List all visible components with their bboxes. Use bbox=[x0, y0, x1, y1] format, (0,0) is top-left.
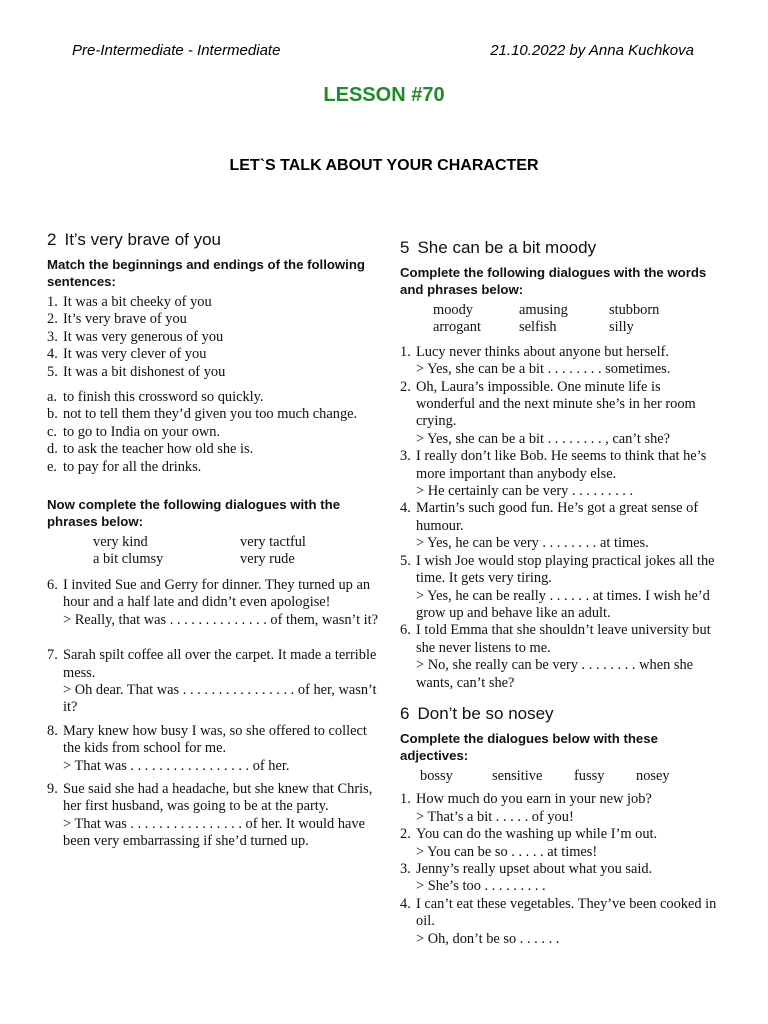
section-2-heading bbox=[47, 230, 382, 250]
section-number: 6 bbox=[400, 703, 410, 723]
dialogue-reply: > Really, that was . . . . . . . . . . . . . . of them, wasn’t it? bbox=[63, 611, 379, 628]
dialogue-reply: > Yes, he can be really . . . . . . at times. I wish he’d grow up and behave like an adult. bbox=[416, 587, 710, 621]
item-number: 4. bbox=[47, 346, 58, 363]
section-title: It’s very brave of you bbox=[64, 230, 222, 249]
section-number: 2 bbox=[47, 230, 57, 249]
dialogue-reply: > Yes, she can be a bit . . . . . . . . , can’t she? bbox=[416, 430, 671, 447]
item-number: 2. bbox=[47, 311, 58, 328]
item-text: It was a bit dishonest of you bbox=[63, 363, 226, 380]
dialogue-reply: > No, she really can be very . . . . . . . . when she wants, can’t she? bbox=[416, 657, 694, 691]
section-title: She can be a bit moody bbox=[417, 238, 597, 257]
item-number: 7. bbox=[47, 647, 58, 664]
item-text: to ask the teacher how old she is. bbox=[63, 441, 254, 458]
dialogue-reply: > That was . . . . . . . . . . . . . . . . of her. It would have been very embarrassing if she’d turned up. bbox=[63, 815, 366, 850]
item-number: 8. bbox=[47, 722, 58, 739]
list-item bbox=[47, 294, 382, 311]
dialogue-reply: > Yes, she can be a bit . . . . . . . . sometimes. bbox=[416, 361, 671, 378]
dialogue-list bbox=[400, 791, 720, 948]
section-6 bbox=[400, 704, 720, 948]
dialogue-item bbox=[47, 781, 382, 851]
dialogue-prompt: You can do the washing up while I’m out. bbox=[416, 826, 658, 843]
section-instruction: Complete the dialogues below with these adjectives: bbox=[400, 730, 658, 763]
dialogue-item bbox=[400, 344, 720, 379]
list-item bbox=[47, 346, 382, 363]
item-letter: a. bbox=[47, 389, 57, 406]
dialogue-reply: > That’s a bit . . . . . of you! bbox=[416, 808, 574, 825]
word: selfish bbox=[519, 319, 557, 336]
dialogue-prompt: Sue said she had a headache, but she knew that Chris, her first husband, was going to be at the party. bbox=[63, 780, 373, 815]
list-item bbox=[47, 406, 382, 423]
dialogue-prompt: Jenny’s really upset about what you said. bbox=[416, 860, 653, 877]
dialogue-prompt: Oh, Laura’s impossible. One minute life is wonderful and the next minute she’s in her room crying. bbox=[416, 378, 696, 430]
topic-title: LET`S TALK ABOUT YOUR CHARACTER bbox=[229, 157, 539, 174]
dialogue-reply: > Yes, he can be very . . . . . . . . at times. bbox=[416, 535, 649, 552]
phrase: a bit clumsy bbox=[93, 551, 164, 568]
item-text: It was a bit cheeky of you bbox=[63, 294, 212, 310]
item-number: 4. bbox=[400, 500, 411, 517]
list-item bbox=[47, 389, 382, 406]
dialogue-reply: > She’s too . . . . . . . . . bbox=[416, 878, 546, 895]
list-item bbox=[47, 311, 382, 328]
word: moody bbox=[433, 302, 473, 318]
dialogue-reply: > You can be so . . . . . at times! bbox=[416, 843, 598, 860]
word: bossy bbox=[420, 767, 453, 784]
item-number: 6. bbox=[47, 576, 58, 593]
item-text: not to tell them they’d given you too much change. bbox=[63, 406, 358, 423]
dialogue-item bbox=[400, 791, 720, 826]
dialogue-item bbox=[400, 553, 720, 623]
dialogue-item bbox=[400, 448, 720, 500]
dialogue-prompt: I invited Sue and Gerry for dinner. They turned up an hour and a half late and didn’t even apologise! bbox=[63, 576, 371, 611]
word-bank bbox=[400, 768, 720, 785]
section-number: 5 bbox=[400, 238, 410, 257]
dialogue-prompt: Sarah spilt coffee all over the carpet. It made a terrible mess. bbox=[63, 647, 377, 681]
item-number: 5. bbox=[400, 552, 411, 569]
dialogue-reply: > Oh, don’t be so . . . . . . bbox=[416, 930, 560, 947]
section-6-heading bbox=[400, 704, 720, 724]
phrase: very rude bbox=[240, 551, 295, 568]
item-number: 5. bbox=[47, 363, 58, 380]
date-author-label: 21.10.2022 by Anna Kuchkova bbox=[490, 42, 694, 59]
dialogue-prompt: Mary knew how busy I was, so she offered to collect the kids from school for me. bbox=[63, 722, 367, 757]
list-item bbox=[47, 459, 382, 476]
item-letter: d. bbox=[47, 441, 58, 458]
dialogue-item bbox=[47, 723, 382, 775]
item-number: 1. bbox=[400, 791, 411, 808]
dialogue-item bbox=[400, 500, 720, 552]
list-item bbox=[47, 424, 382, 441]
item-number: 2. bbox=[400, 378, 411, 395]
word: fussy bbox=[574, 767, 605, 784]
phrase-bank bbox=[47, 534, 382, 569]
dialogue-item bbox=[400, 896, 720, 948]
beginnings-list bbox=[47, 294, 382, 381]
dialogue-prompt: How much do you earn in your new job? bbox=[416, 791, 652, 808]
item-number: 1. bbox=[47, 294, 58, 310]
lesson-title: LESSON #70 bbox=[323, 84, 445, 106]
dialogue-item bbox=[400, 379, 720, 449]
level-label: Pre-Intermediate - Intermediate bbox=[72, 42, 281, 59]
section-title: Don’t be so nosey bbox=[417, 703, 554, 723]
dialogue-prompt: I told Emma that she shouldn’t leave university but she never listens to me. bbox=[416, 622, 711, 656]
dialogue-item bbox=[400, 622, 720, 692]
item-number: 6. bbox=[400, 622, 411, 639]
word: amusing bbox=[519, 302, 568, 318]
dialogue-reply: > Oh dear. That was . . . . . . . . . . . . . . . . of her, wasn’t it? bbox=[63, 681, 377, 716]
word-bank bbox=[400, 302, 720, 337]
word: nosey bbox=[636, 767, 670, 784]
item-letter: b. bbox=[47, 406, 58, 423]
item-text: to pay for all the drinks. bbox=[63, 458, 202, 475]
item-text: It was very clever of you bbox=[63, 346, 207, 363]
word: sensitive bbox=[492, 767, 543, 784]
dialogue-prompt: I really don’t like Bob. He seems to think that he’s more important than anybody else. bbox=[416, 448, 707, 482]
item-text: It was very generous of you bbox=[63, 328, 224, 345]
dialogue-prompt: Lucy never thinks about anyone but herself. bbox=[416, 343, 669, 360]
item-number: 4. bbox=[400, 895, 411, 912]
dialogue-prompt: Martin’s such good fun. He’s got a great sense of humour. bbox=[416, 500, 699, 534]
section-instruction: Match the beginnings and endings of the following sentences: bbox=[47, 257, 365, 289]
dialogue-item bbox=[400, 826, 720, 861]
word: silly bbox=[609, 319, 634, 336]
item-number: 3. bbox=[400, 860, 411, 877]
item-letter: c. bbox=[47, 423, 57, 440]
item-number: 3. bbox=[47, 328, 58, 345]
dialogue-item bbox=[47, 647, 382, 717]
section-5 bbox=[400, 238, 720, 948]
phrase: very tactful bbox=[240, 534, 306, 551]
section-5-heading bbox=[400, 238, 720, 258]
section-instruction: Complete the following dialogues with the words and phrases below: bbox=[400, 265, 707, 297]
dialogue-list bbox=[400, 344, 720, 692]
section-instruction-2: Now complete the following dialogues with the phrases below: bbox=[47, 497, 341, 530]
dialogue-reply: > He certainly can be very . . . . . . . . . bbox=[416, 483, 634, 500]
list-item bbox=[47, 329, 382, 346]
dialogue-list bbox=[47, 577, 382, 851]
dialogue-prompt: I wish Joe would stop playing practical jokes all the time. It gets very tiring. bbox=[416, 552, 715, 587]
phrase: very kind bbox=[93, 534, 148, 551]
list-item bbox=[47, 441, 382, 458]
word: stubborn bbox=[609, 302, 660, 318]
dialogue-reply: > That was . . . . . . . . . . . . . . . . . of her. bbox=[63, 757, 290, 774]
item-text: to go to India on your own. bbox=[63, 423, 221, 440]
item-number: 1. bbox=[400, 343, 411, 360]
section-2 bbox=[47, 230, 382, 857]
dialogue-prompt: I can’t eat these vegetables. They’ve been cooked in oil. bbox=[416, 895, 717, 930]
item-text: to finish this crossword so quickly. bbox=[63, 389, 264, 406]
item-number: 3. bbox=[400, 448, 411, 465]
list-item bbox=[47, 364, 382, 381]
dialogue-item bbox=[400, 861, 720, 896]
item-number: 2. bbox=[400, 826, 411, 843]
item-letter: e. bbox=[47, 458, 57, 475]
item-text: It’s very brave of you bbox=[63, 311, 187, 328]
word: arrogant bbox=[433, 319, 481, 336]
endings-list bbox=[47, 389, 382, 476]
dialogue-item bbox=[47, 577, 382, 629]
item-number: 9. bbox=[47, 780, 58, 797]
